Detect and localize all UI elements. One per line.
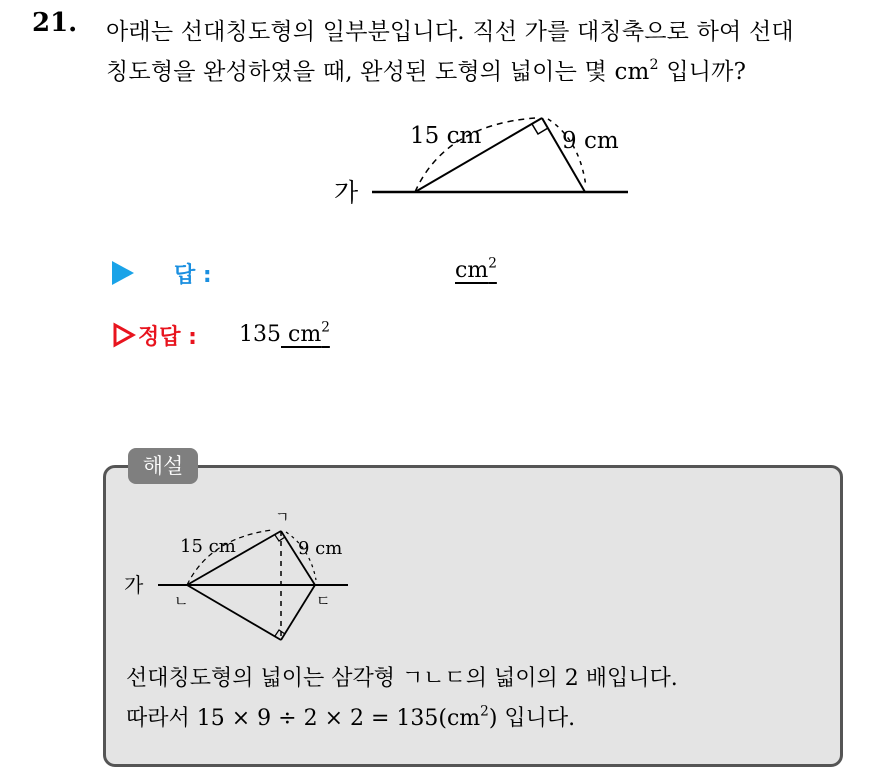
solution-text-line1: 선대칭도형의 넓이는 삼각형 ㄱㄴㄷ의 넓이의 2 배입니다.: [126, 666, 678, 691]
axis-label-ga: 가: [334, 178, 359, 207]
solution-mirror-side-9cm: [281, 585, 315, 640]
question-text-line2: 칭도형을 완성하였을 때, 완성된 도형의 넓이는 몇 $cm^2$ 입니까?: [106, 57, 747, 85]
solution-tag: 해설: [128, 448, 198, 484]
question-number: 21.: [32, 8, 78, 38]
vertex-label-left: ㄴ: [174, 592, 189, 610]
solution-label-9cm: 9 cm: [298, 538, 343, 559]
figure-completed-shape: [120, 508, 360, 648]
outline-arrow-icon: [112, 322, 136, 348]
solution-text-line2: 따라서 $15 \times 9 \div 2 \times 2 = 135(cm^2)$ 입니다.: [126, 703, 576, 731]
figure-half-shape: [330, 105, 640, 210]
answer-label: 답 :: [174, 263, 212, 288]
solution-axis-label: 가: [124, 573, 144, 597]
correct-answer-label: 정답 :: [138, 325, 197, 350]
label-15cm: 15 cm: [410, 123, 482, 149]
vertex-label-top: ㄱ: [275, 508, 290, 526]
label-9cm: 9 cm: [562, 128, 619, 154]
solution-mirror-side-15cm: [187, 585, 281, 640]
play-arrow-icon: [112, 261, 134, 285]
correct-answer-value: 135 $cm^2$: [239, 319, 330, 347]
solution-label-15cm: 15 cm: [180, 536, 236, 557]
answer-unit: $cm^2$: [455, 255, 497, 283]
vertex-label-right: ㄷ: [316, 592, 331, 610]
question-text-line1: 아래는 선대칭도형의 일부분입니다. 직선 가를 대칭축으로 하여 선대: [106, 19, 794, 45]
